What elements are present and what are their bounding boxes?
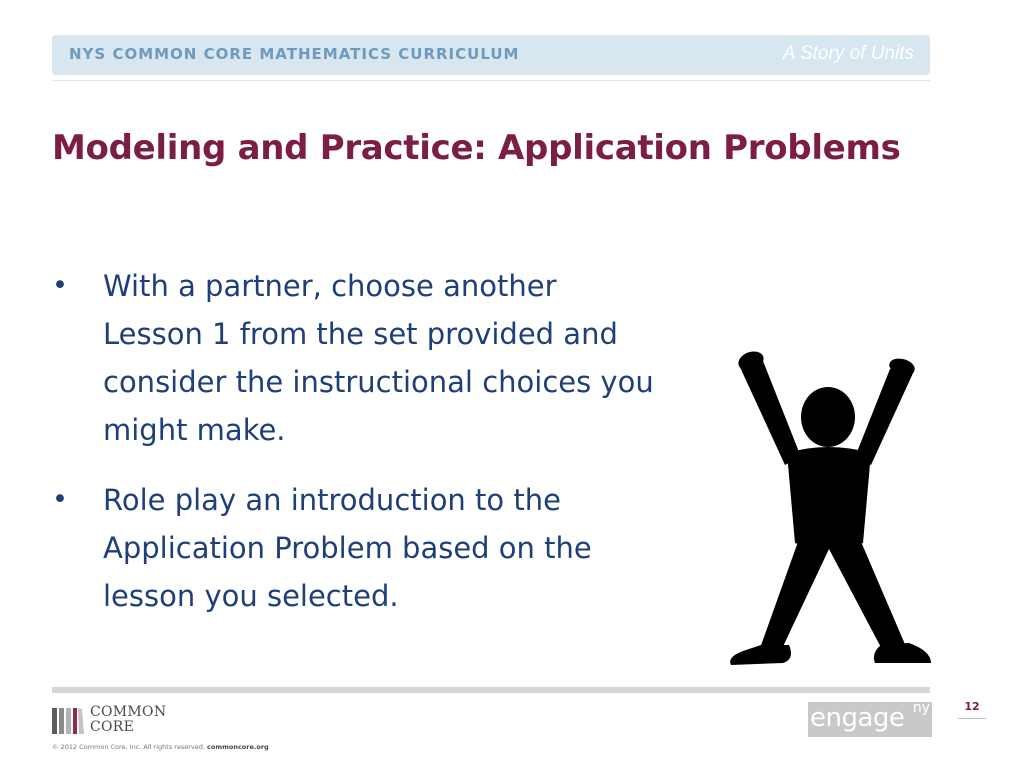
copyright-notice — [52, 743, 269, 751]
bullet-marker: • — [52, 484, 68, 515]
books-icon — [52, 706, 84, 734]
header-divider — [52, 80, 930, 81]
logo-line-1: COMMON — [90, 704, 167, 720]
common-core-wordmark — [90, 705, 190, 735]
copyright-link[interactable]: commoncore.org — [207, 743, 269, 751]
engage-wordmark: engage — [810, 703, 905, 733]
header-bar — [52, 35, 930, 75]
copyright-text: © 2012 Common Core, Inc. All rights reserved. — [52, 743, 205, 751]
bullet-item — [52, 476, 662, 620]
engage-ny-logo — [808, 702, 932, 737]
cheering-figure-icon — [725, 345, 935, 670]
curriculum-label: NYS COMMON CORE MATHEMATICS CURRICULUM — [69, 45, 520, 63]
series-label: A Story of Units — [782, 43, 914, 64]
bullet-text: Role play an introduction to the Application Problem based on the lesson you selected. — [103, 483, 592, 613]
logo-line-2: CORE — [90, 719, 135, 735]
slide-title: Modeling and Practice: Application Problems — [52, 128, 901, 168]
common-core-logo — [52, 706, 182, 736]
bullet-text: With a partner, choose another Lesson 1 from the set provided and consider the instructional choices you might make. — [103, 269, 654, 447]
footer-divider — [52, 687, 930, 693]
bullet-item — [52, 262, 662, 454]
bullet-marker: • — [52, 270, 68, 301]
engage-superscript: ny — [912, 700, 930, 716]
bullet-list — [52, 262, 662, 642]
page-number: 12 — [958, 700, 986, 719]
